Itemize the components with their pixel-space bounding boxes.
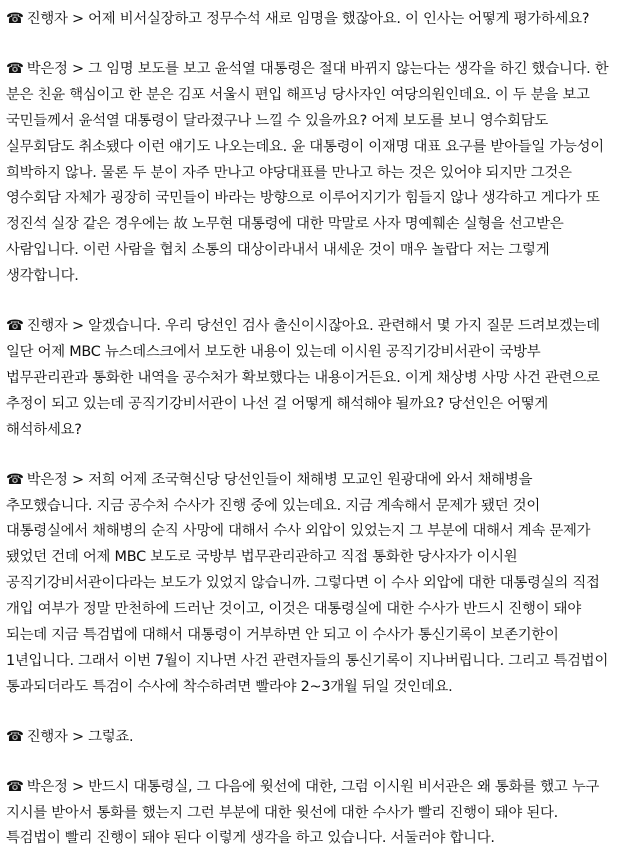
- paragraph-text: 박은정 > 반드시 대통령실, 그 다음에 윗선에 대한, 그럼 이시원 비서관은 왜 통화를 했고 누구 지시를 받아서 통화를 했는지 그런 부분에 대한 윗선에 대한 수사가 빨리 진행이 돼야 된다. 특검법이 빨리 진행이 돼야 된다 이렇게 생각을 하고 있습니다. 서둘러야 합니다.: [6, 778, 600, 847]
- telephone-icon: ☎: [6, 60, 24, 77]
- telephone-icon: ☎: [6, 11, 24, 27]
- paragraph-text: 진행자 > 그렇죠.: [26, 728, 134, 745]
- transcript-paragraph-6: [6, 775, 612, 853]
- transcript-paragraph-2: [6, 57, 612, 290]
- transcript-paragraph-1: [6, 7, 612, 33]
- paragraph-text: 진행자 > 어제 비서실장하고 정무수석 새로 임명을 했잖아요. 이 인사는 어떻게 평가하세요?: [26, 11, 590, 27]
- paragraph-text: 진행자 > 알겠습니다. 우리 당선인 검사 출신이시잖아요. 관련해서 몇 가지 질문 드려보겠는데 일단 어제 MBC 뉴스데스크에서 보도한 내용이 있는데 이시원 공직기강비서관이 국방부 법무관리관과 통화한 내역을 공수처가 확보했다는 내용이거든요. 이게 채상병 사망 사건 관련으로 추정이 되고 있는데 공직기강비서관이 나선 걸 어떻게 해석해야 될까요? 당선인은 어떻게 해석하세요?: [6, 318, 600, 438]
- transcript-paragraph-3: [6, 314, 612, 444]
- paragraph-text: 박은정 > 저희 어제 조국혁신당 당선인들이 채해병 모교인 원광대에 와서 채해병을 추모했습니다. 지금 공수처 수사가 진행 중에 있는데요. 지금 계속해서 문제가 됐던 것이 대통령실에서 채해병의 순직 사망에 대해서 수사 외압이 있었는지 그 부분에 대해서 계속 문제가 됐었던 건데 어제 MBC 보도로 국방부 법무관리관하고 직접 통화한 당사자가 이시원 공직기강비서관이다라는 보도가 있었지 않습니까. 그렇다면 이 수사 외압에 대한 대통령실의 직접 개입 여부가 정말 만천하에 드러난 것이고, 이것은 대통령실에 대한 수사가 반드시 진행이 돼야 되는데 지금 특검법에 대해서 대통령이 거부하면 안 되고 이 수사가 통신기록이 보존기한이 1년입니다. 그래서 이번 7월이 지나면 사건 관련자들의 통신기록이 지나버립니다. 그리고 특검법이 통과되더라도 특검이 수사에 착수하려면 빨라야 2~3개월 뒤일 것인데요.: [6, 471, 609, 695]
- transcript-paragraph-5: [6, 725, 612, 751]
- paragraph-text: 박은정 > 그 임명 보도를 보고 윤석열 대통령은 절대 바뀌지 않는다는 생각을 하긴 했습니다. 한 분은 친윤 핵심이고 한 분은 김포 서울시 편입 해프닝 당사자인 여당의원인데요. 이 두 분을 보고 국민들께서 윤석열 대통령이 달라졌구나 느낄 수 있을까요? 어제 보도를 보니 영수회담도 실무회담도 취소됐다 이런 얘기도 나오는데요. 윤 대통령이 이재명 대표 요구를 받아들일 가능성이 희박하지 않나. 물론 두 분이 자주 만나고 야당대표를 만나고 하는 것은 있어야 되지만 그것은 영수회담 자체가 굉장히 국민들이 바라는 방향으로 이루어지기가 힘들지 않나 생각하고 게다가 또 정진석 실장 같은 경우에는 故 노무현 대통령에 대한 막말로 사자 명예훼손 실형을 선고받은 사람입니다. 이런 사람을 협치 소통의 대상이라내서 내세운 것이 매우 놀랍다 저는 그렇게 생각합니다.: [6, 60, 609, 285]
- telephone-icon: ☎: [6, 728, 24, 745]
- telephone-icon: ☎: [6, 778, 24, 795]
- telephone-icon: ☎: [6, 471, 24, 488]
- telephone-icon: ☎: [6, 318, 24, 335]
- transcript-paragraph-4: [6, 468, 612, 701]
